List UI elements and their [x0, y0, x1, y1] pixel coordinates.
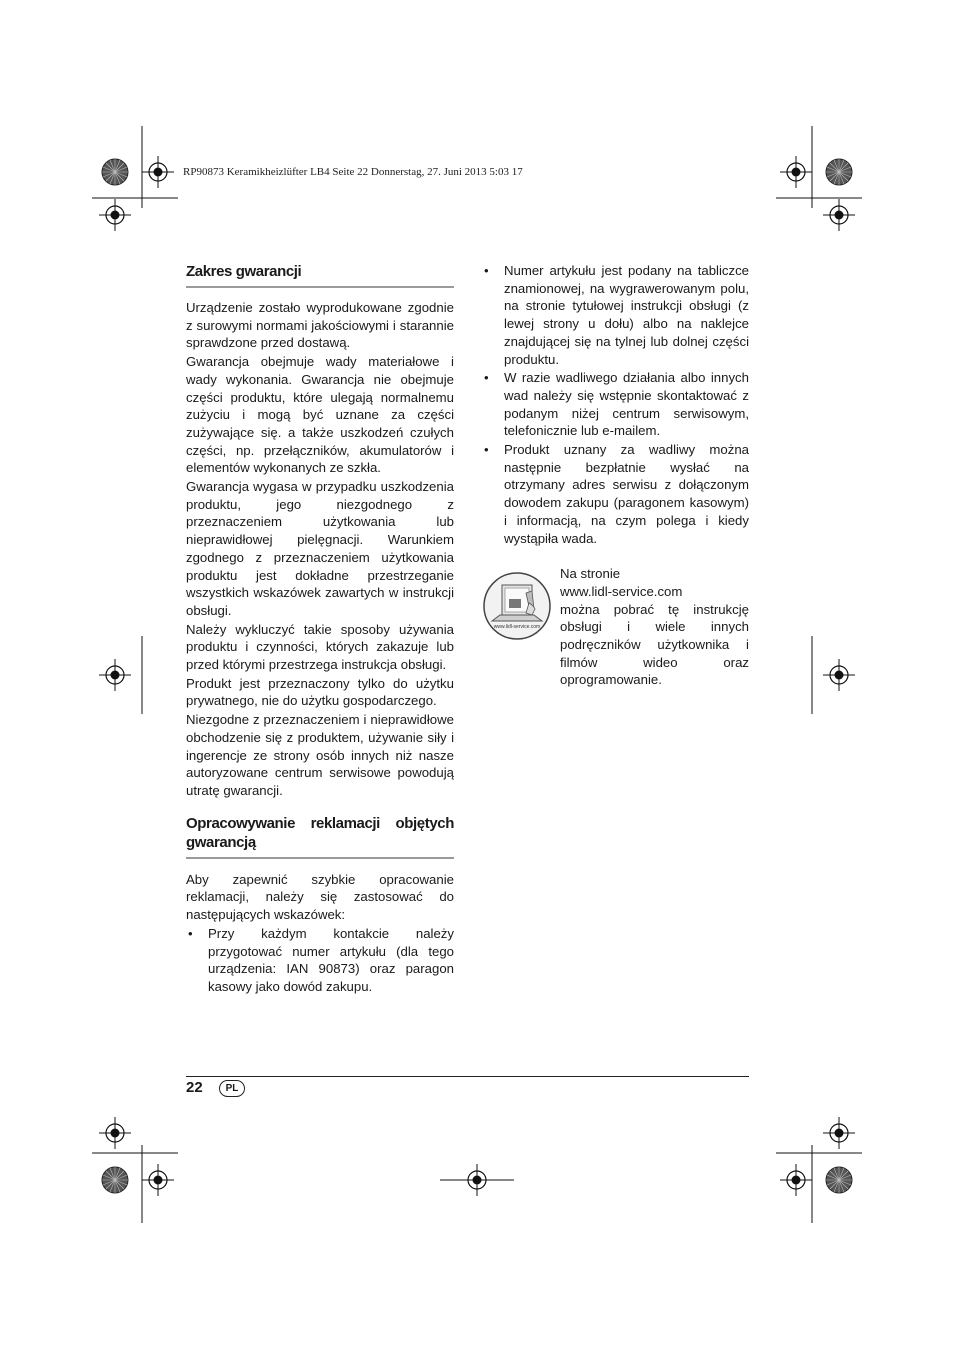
lidl-service-link[interactable]: www.lidl-service.com — [560, 583, 683, 599]
list-item — [186, 925, 454, 996]
paragraph: Produkt jest przeznaczony tylko do użytku prywatnego, nie do użytku gospodarczego. — [186, 675, 454, 709]
section-title-warranty-scope: Zakres gwarancji — [186, 262, 454, 288]
lidl-line-1: Na stronie — [560, 566, 621, 582]
paragraph: Należy wykluczyć takie sposoby używania produktu i czynności, których zakazuje lub przed którymi przestrzega instrukcja obsługi. — [186, 621, 454, 673]
bullet-icon: • — [484, 442, 489, 458]
list-item-text: Przy każdym kontakcie należy przygotować numer artykułu (dla tego urządzenia: IAN 90873) oraz paragon kasowy jako dowód zakupu. — [208, 925, 454, 994]
print-slug: RP90873 Keramikheizlüfter LB4 Seite 22 Donnerstag, 27. Juni 2013 5:03 17 — [183, 166, 523, 178]
language-badge: PL — [219, 1080, 245, 1097]
bullet-list — [186, 925, 454, 996]
right-column — [482, 262, 749, 695]
page-number: 22 — [186, 1079, 203, 1096]
paragraph: Niezgodne z przeznaczeniem i nieprawidłowe obchodzenie się z produktem, używanie siły i ingerencje ze strony osób innych niż nasze autoryzowane centrum serwisowe powodują utratę gwarancji. — [186, 712, 454, 798]
list-item — [482, 441, 749, 547]
icon-caption: www.lidl-service.com — [493, 624, 541, 631]
bullet-icon: • — [484, 263, 489, 278]
lidl-service-text — [560, 565, 749, 689]
manual-download-icon — [482, 571, 552, 641]
list-item-text: W razie wadliwego działania albo innych wad należy się wstępnie skontaktować z podanym niżej centrum serwisowym, telefonicznie lub e-mailem. — [504, 370, 749, 439]
footer-divider — [186, 1076, 749, 1077]
lidl-service-box — [482, 565, 749, 695]
paragraph: Gwarancja wygasa w przypadku uszkodzenia produktu, jego niezgodnego z przeznaczeniem użytkowania lub nieprawidłowej pielęgnacji. Warunkiem zgodnego z przeznaczeniem użytkowania produktu jest dokładne przestrzeganie wszystkich wskazówek zawartych w instrukcji obsługi. — [186, 479, 454, 618]
bullet-list — [482, 262, 749, 547]
section-title-claims: Opracowywanie reklamacji objętych gwarancją — [186, 814, 454, 859]
paragraph: Urządzenie zostało wyprodukowane zgodnie z surowymi normami jakościowymi i starannie sprawdzone przed dostawą. — [186, 300, 454, 351]
paragraph: Aby zapewnić szybkie opracowanie reklamacji, należy się zastosować do następujących wskazówek: — [186, 871, 454, 923]
bullet-icon: • — [484, 370, 489, 386]
list-item-text: Numer artykułu jest podany na tabliczce znamionowej, na wygrawerowanym polu, na stronie tytułowej instrukcji obsługi (z lewej strony u dołu) albo na naklejce znajdującej się na tylnej lub dolnej części produktu. — [504, 263, 749, 367]
list-item — [482, 369, 749, 440]
left-column — [186, 262, 454, 997]
list-item — [482, 262, 749, 368]
list-item-text: Produkt uznany za wadliwy można następnie bezpłatnie wysłać na otrzymany adres serwisu z dołączonym dowodem zakupu (paragonem kasowym) i informacją, na czym polega i kiedy wystąpiła wada. — [504, 442, 749, 546]
bullet-icon: • — [188, 925, 193, 941]
paragraph: Gwarancja obejmuje wady materiałowe i wady wykonania. Gwarancja nie obejmuje części produktu, które ulegają normalnemu zużyciu i mogą być uznane za części zużywające się. a także uszkodzeń czułych części, np. przełączników, akumulatorów i elementów wykonanych ze szkła. — [186, 354, 454, 476]
lidl-body: można pobrać tę instrukcję obsługi i wiele innych podręczników użytkownika i filmów wideo oraz oprogramowanie. — [560, 601, 749, 688]
